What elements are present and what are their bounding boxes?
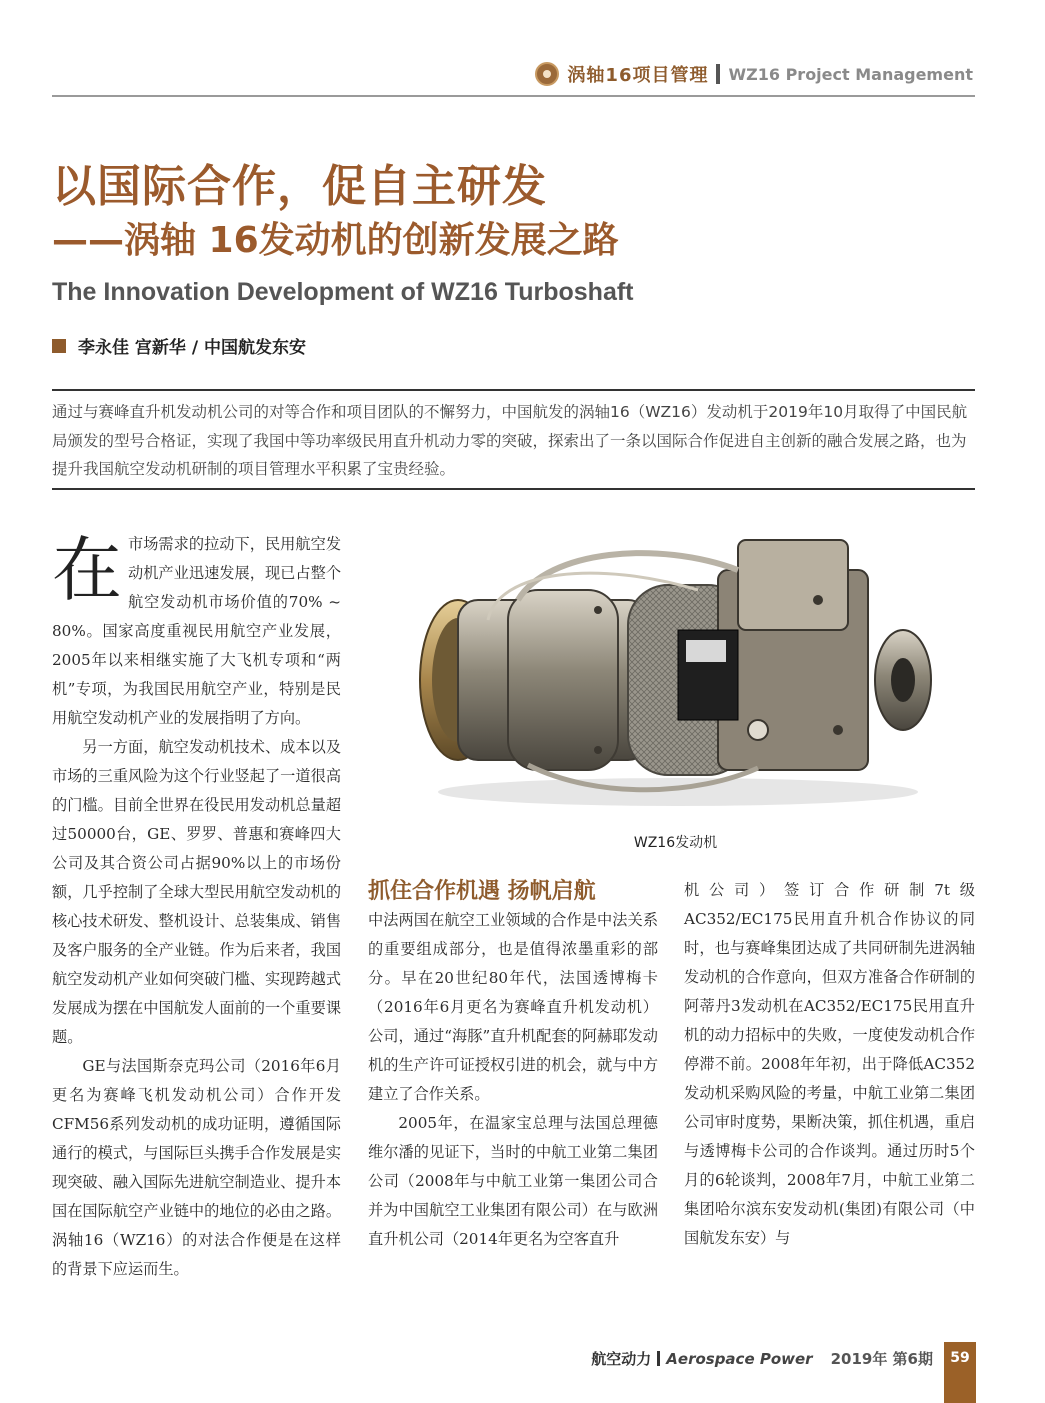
paragraph-text: 市场需求的拉动下，民用航空发动机产业迅速发展，现已占整个航空发动机市场价值的70% ~ 80%。国家高度重视民用航空产业发展，2005年以来相继实施了大飞机专项和“两机”专项，为我国民用航空产业，特别是民用航空发动机产业的发展指明了方向。 [52,535,341,727]
header-divider [716,64,720,84]
footer-divider [657,1351,660,1366]
engine-photo [398,530,953,820]
dropcap: 在 [52,529,122,611]
abstract-bottom-rule [52,488,975,490]
running-header [535,60,973,88]
issue-label: 2019年 第6期 [830,1350,933,1368]
article-title-en: The Innovation Development of WZ16 Turboshaft [52,278,634,306]
article-subtitle: ——涡轴 16发动机的创新发展之路 [52,220,619,261]
article-title: 以国际合作，促自主研发 [52,161,547,212]
journal-name-en: Aerospace Power [666,1349,813,1368]
paragraph: 2005年，在温家宝总理与法国总理德维尔潘的见证下，当时的中航工业第二集团公司（2008年与中航工业第一集团公司合并为中国航空工业集团有限公司）在与欧洲直升机公司（2014年更名为空客直升 [368,1114,658,1248]
section-title-en: WZ16 Project Management [728,64,973,84]
abstract: 通过与赛峰直升机发动机公司的对等合作和项目团队的不懈努力，中国航发的涡轴16（WZ16）发动机于2019年10月取得了中国民航局颁发的型号合格证，实现了我国中等功率级民用直升机动力零的突破，探索出了一条以国际合作促进自主创新的融合发展之路，也为提升我国航空发动机研制的项目管理水平积累了宝贵经验。 [52,403,968,478]
engine-illustration [398,530,953,820]
running-footer [591,1348,933,1369]
figure-caption: WZ16发动机 [633,835,718,851]
byline [52,333,306,358]
middle-column [368,906,658,1254]
paragraph [52,530,341,733]
left-column [52,530,341,1284]
paragraph: GE与法国斯奈克玛公司（2016年6月更名为赛峰飞机发动机公司）合作开发CFM56系列发动机的成功证明，遵循国际通行的模式，与国际巨头携手合作发展是实现突破、融入国际先进航空制造业、提升本国在国际航空产业链中的地位的必由之路。涡轴16（WZ16）的对法合作便是在这样的背景下应运而生。 [52,1057,341,1278]
byline-authors: 李永佳 宫新华 / 中国航发东安 [78,338,306,358]
abstract-top-rule [52,389,975,391]
right-column [684,876,975,1253]
section-heading: 抓住合作机遇 扬帆启航 [368,879,596,904]
paragraph: 机公司）签订合作研制7t级AC352/EC175民用直升机合作协议的同时，也与赛峰集团达成了共同研制先进涡轴发动机的合作意向，但双方准备合作研制的阿蒂丹3发动机在AC352/EC175民用直升机的动力招标中的失败，一度使发动机合作停滞不前。2008年年初，出于降低AC352发动机采购风险的考量，中航工业第二集团公司审时度势，果断决策，抓住机遇，重启与透博梅卡公司的合作谈判。通过历时5个月的6轮谈判，2008年7月，中航工业第二集团哈尔滨东安发动机(集团)有限公司（中国航发东安）与 [684,881,975,1247]
page-number: 59 [950,1350,970,1366]
section-title-cn: 涡轴16项目管理 [567,65,709,86]
journal-name-cn: 航空动力 [591,1350,652,1368]
byline-square-icon [52,339,66,353]
header-rule [52,95,975,97]
journal-logo-icon [535,62,559,86]
paragraph: 另一方面，航空发动机技术、成本以及市场的三重风险为这个行业竖起了一道很高的门槛。目前全世界在役民用发动机总量超过50000台，GE、罗罗、普惠和赛峰四大公司及其合资公司占据90%以上的市场份额，几乎控制了全球大型民用航空发动机的核心技术研发、整机设计、总装集成、销售及客户服务的全产业链。作为后来者，我国航空发动机产业如何突破门槛、实现跨越式发展成为摆在中国航发人面前的一个重要课题。 [52,738,341,1046]
paragraph: 中法两国在航空工业领域的合作是中法关系的重要组成部分，也是值得浓墨重彩的部分。早在20世纪80年代，法国透博梅卡（2016年6月更名为赛峰直升机发动机）公司，通过“海豚”直升机配套的阿赫耶发动机的生产许可证授权引进的机会，就与中方建立了合作关系。 [368,911,658,1103]
